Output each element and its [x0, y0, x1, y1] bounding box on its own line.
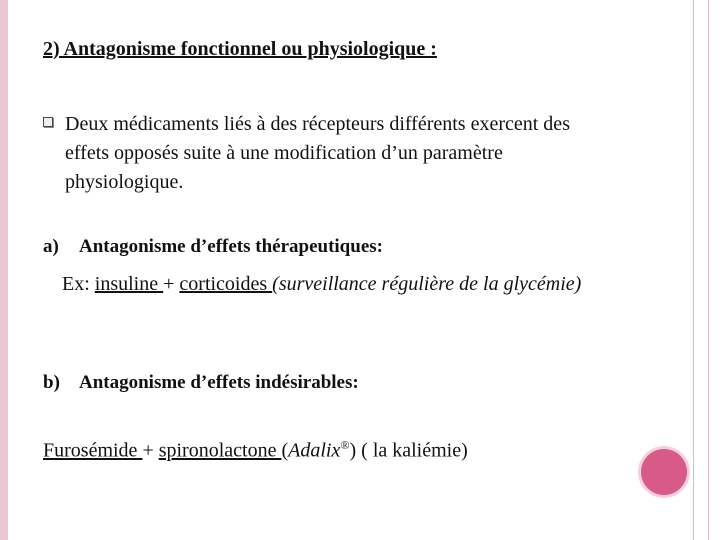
square-bullet-icon	[43, 117, 53, 127]
registered-mark: ®	[340, 438, 350, 452]
slide-right-line-2	[708, 0, 709, 540]
drug-insuline: insuline	[94, 273, 164, 295]
plus-sign-2: +	[142, 439, 159, 462]
brand-close: )	[349, 439, 357, 462]
brand-open: (	[281, 439, 289, 462]
drug-corticoides: corticoides	[179, 273, 273, 295]
kaliemie-note: ( la kaliémie)	[356, 439, 468, 462]
section-b-label: b)	[43, 372, 60, 393]
slide-title: 2) Antagonisme fonctionnel ou physiologique :	[43, 38, 437, 60]
example-note: (surveillance régulière de la glycémie)	[272, 273, 582, 295]
section-b-heading	[43, 372, 359, 394]
section-a-label: a)	[43, 236, 59, 257]
bullet-item	[43, 110, 603, 197]
section-a-heading	[43, 236, 383, 258]
drug-spironolactone: spironolactone	[158, 439, 282, 462]
slide-right-line-1	[693, 0, 694, 540]
section-a-title: Antagonisme d’effets thérapeutiques:	[79, 236, 383, 257]
drug-furosemide: Furosémide	[43, 439, 143, 462]
brand-name: Adalix	[288, 439, 341, 462]
example-prefix: Ex:	[62, 273, 95, 295]
section-b-example	[43, 438, 468, 463]
section-a-example	[62, 270, 622, 298]
slide-left-border	[0, 0, 8, 540]
decorative-circle	[641, 449, 687, 495]
plus-sign: +	[163, 273, 180, 295]
bullet-text: Deux médicaments liés à des récepteurs différents exercent des effets opposés suite à une modification d’un paramètre physiologique.	[65, 113, 570, 193]
section-b-title: Antagonisme d’effets indésirables:	[79, 372, 359, 393]
